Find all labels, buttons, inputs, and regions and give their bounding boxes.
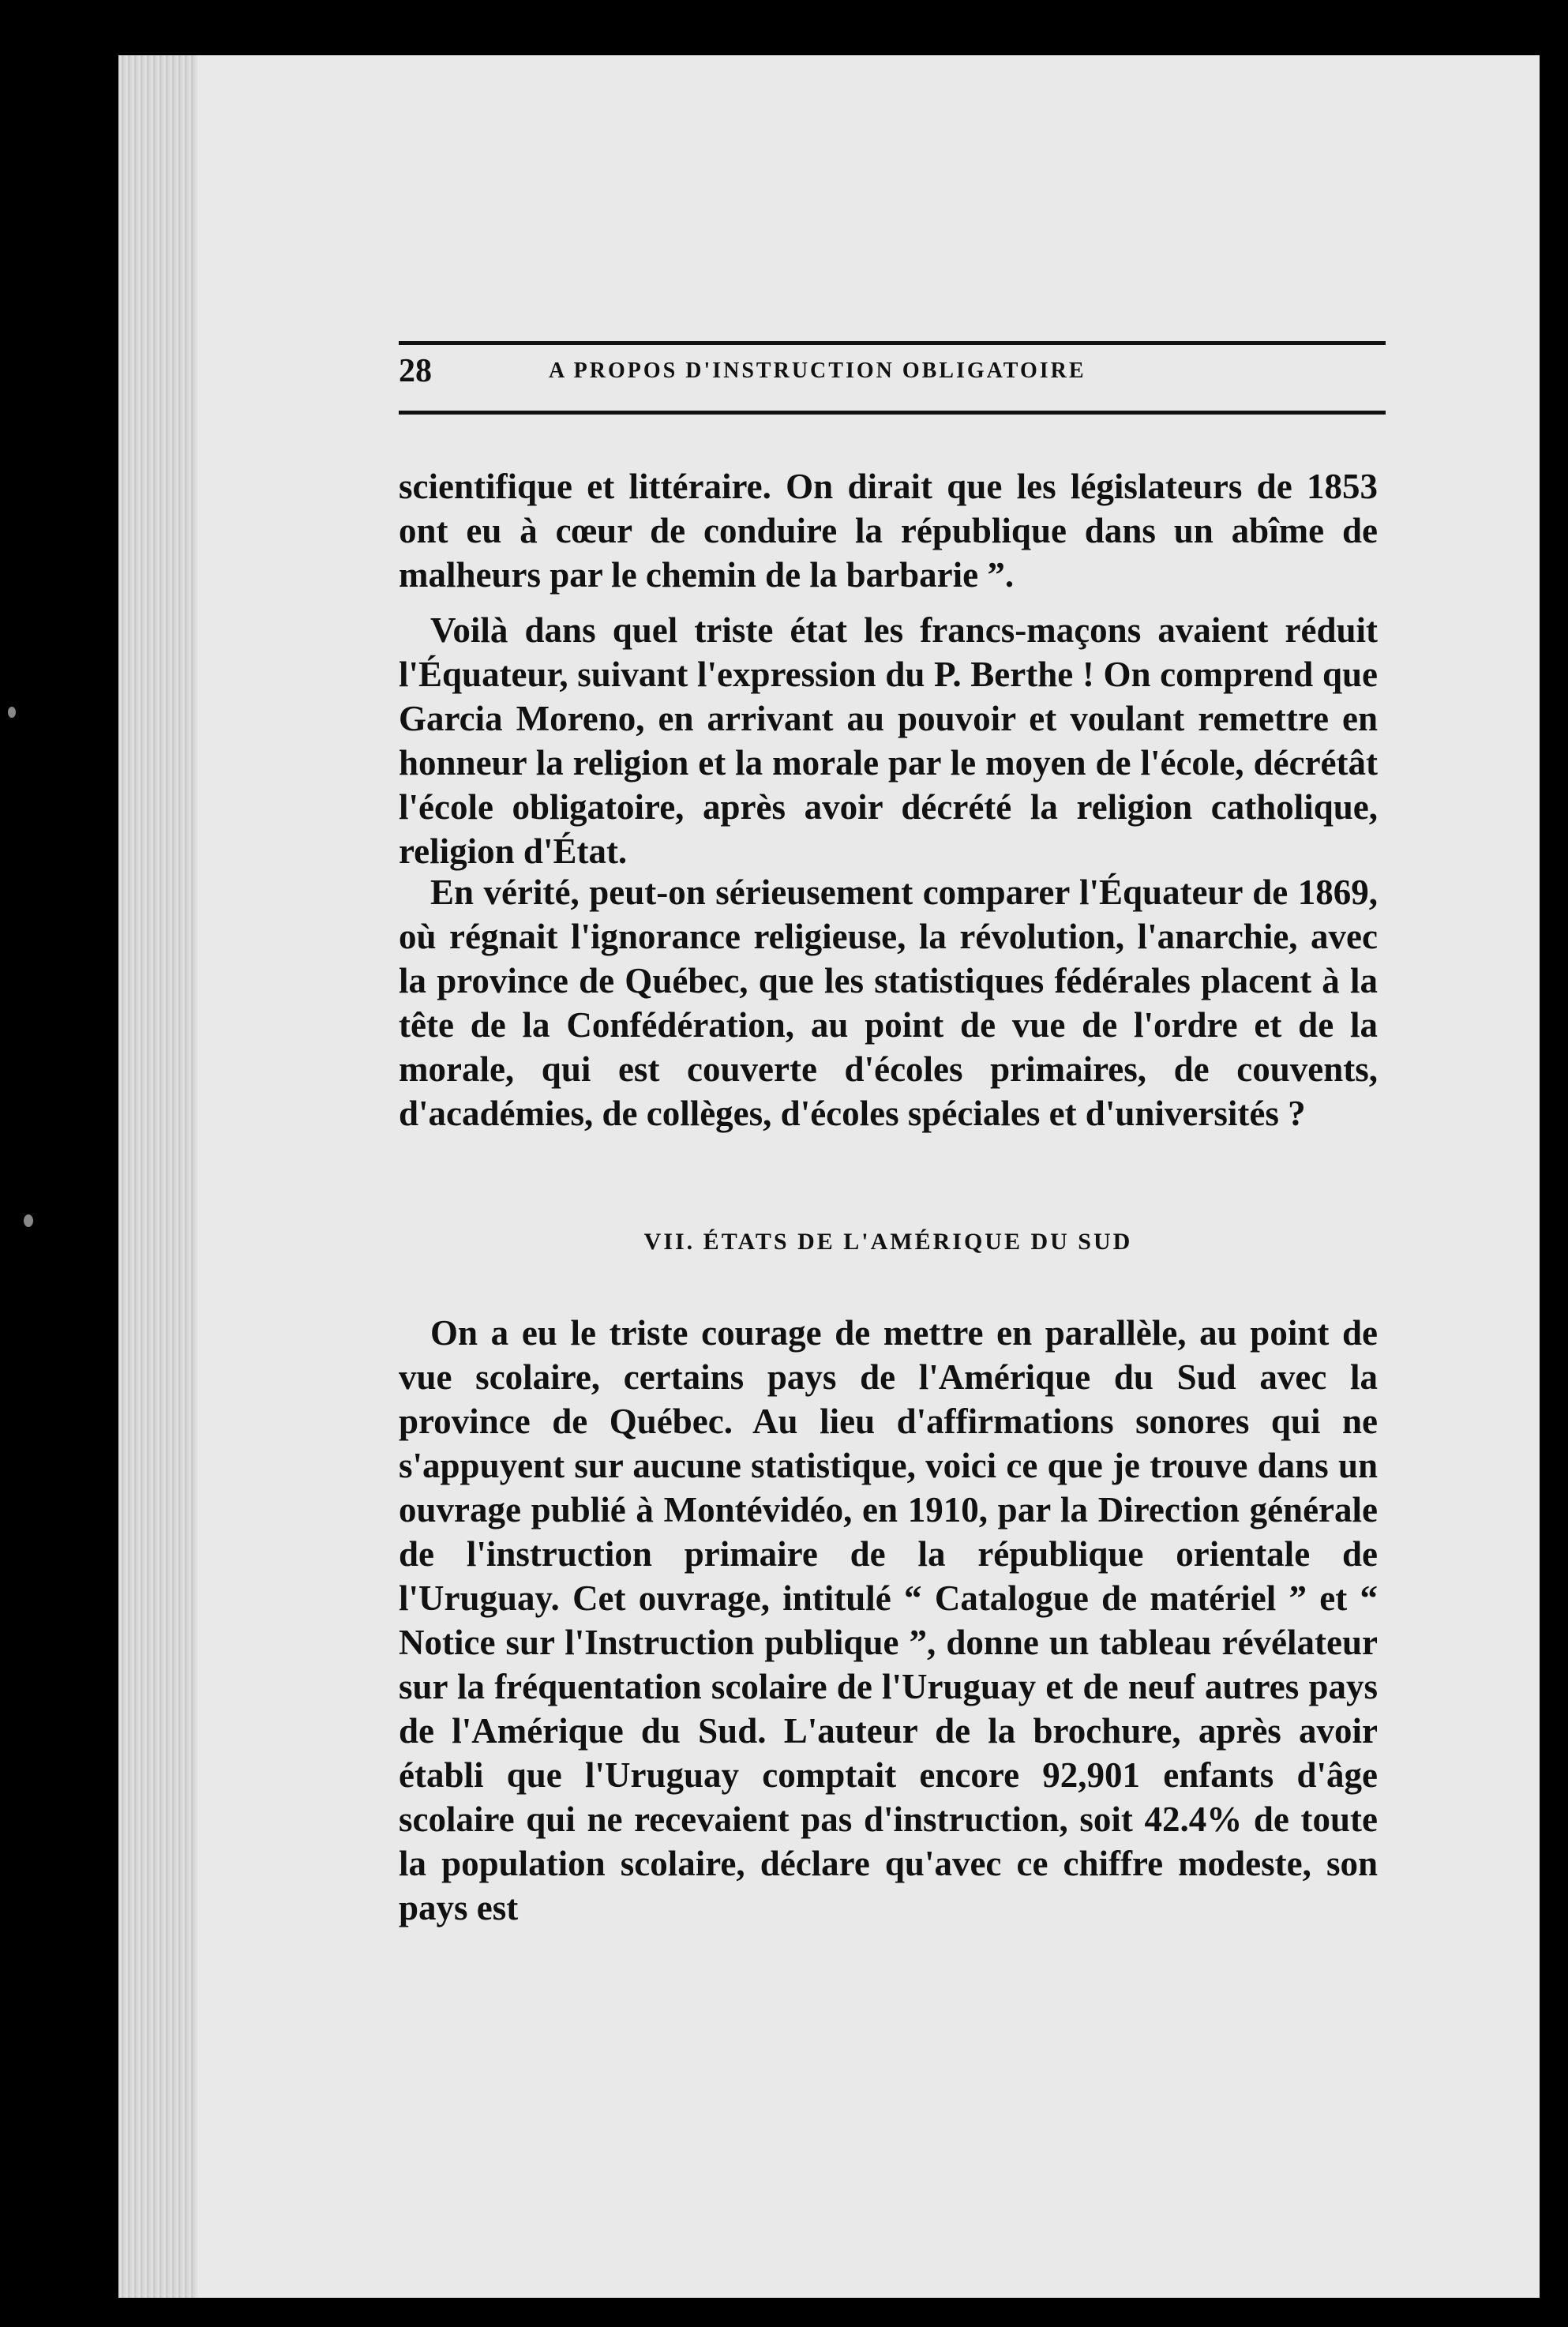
page-number: 28 [399, 353, 432, 389]
scan-speck [8, 707, 16, 718]
page-edge-shadow [118, 55, 197, 2298]
section-heading: VII. ÉTATS DE L'AMÉRIQUE DU SUD [643, 1229, 1133, 1255]
paragraph-1: scientifique et littéraire. On dirait que les législateurs de 1853 ont eu à cœur de conduire la république dans un abîme de malheurs par le chemin de la barbarie ”. [399, 467, 1378, 595]
scan-speck [24, 1214, 33, 1227]
paragraph-2: Voilà dans quel triste état les francs-maçons avaient réduit l'Équateur, suivant l'expression du P. Berthe ! On comprend que Garcia Moreno, en arrivant au pouvoir et voulant remettre en honneur la religion et la morale par le moyen de l'école, décrétât l'école obligatoire, après avoir décrété la religion catholique, religion d'État. [399, 610, 1378, 871]
paragraph-3: En vérité, peut-on sérieusement comparer l'Équateur de 1869, où régnait l'ignorance religieuse, la révolution, l'anarchie, avec la province de Québec, que les statistiques fédérales placent à la tête de la Confédération, au point de vue de l'ordre et de la morale, qui est couverte d'écoles primaires, de couvents, d'académies, de collèges, d'écoles spéciales et d'universités ? [399, 873, 1378, 1133]
running-header [399, 336, 1378, 407]
section-paragraph: On a eu le triste courage de mettre en parallèle, au point de vue scolaire, certains pays de l'Amérique du Sud avec la province de Québec. Au lieu d'affirmations sonores qui ne s'appuyent sur aucune statistique, voici ce que je trouve dans un ouvrage publié à Montévidéo, en 1910, par la Direction générale de l'instruction primaire de la république orientale de l'Uruguay. Cet ouvrage, intitulé “ Catalogue de matériel ” et “ Notice sur l'Instruction publique ”, donne un tableau révélateur sur la fréquentation scolaire de l'Uruguay et de neuf autres pays de l'Amérique du Sud. L'auteur de la brochure, après avoir établi que l'Uruguay comptait encore 92,901 enfants d'âge scolaire qui ne recevaient pas d'instruction, soit 42.4% de toute la population scolaire, déclare qu'avec ce chiffre modeste, son pays est [399, 1313, 1378, 1927]
running-title: A PROPOS D'INSTRUCTION OBLIGATOIRE [549, 358, 1086, 383]
header-bottom-rule [399, 411, 1386, 415]
